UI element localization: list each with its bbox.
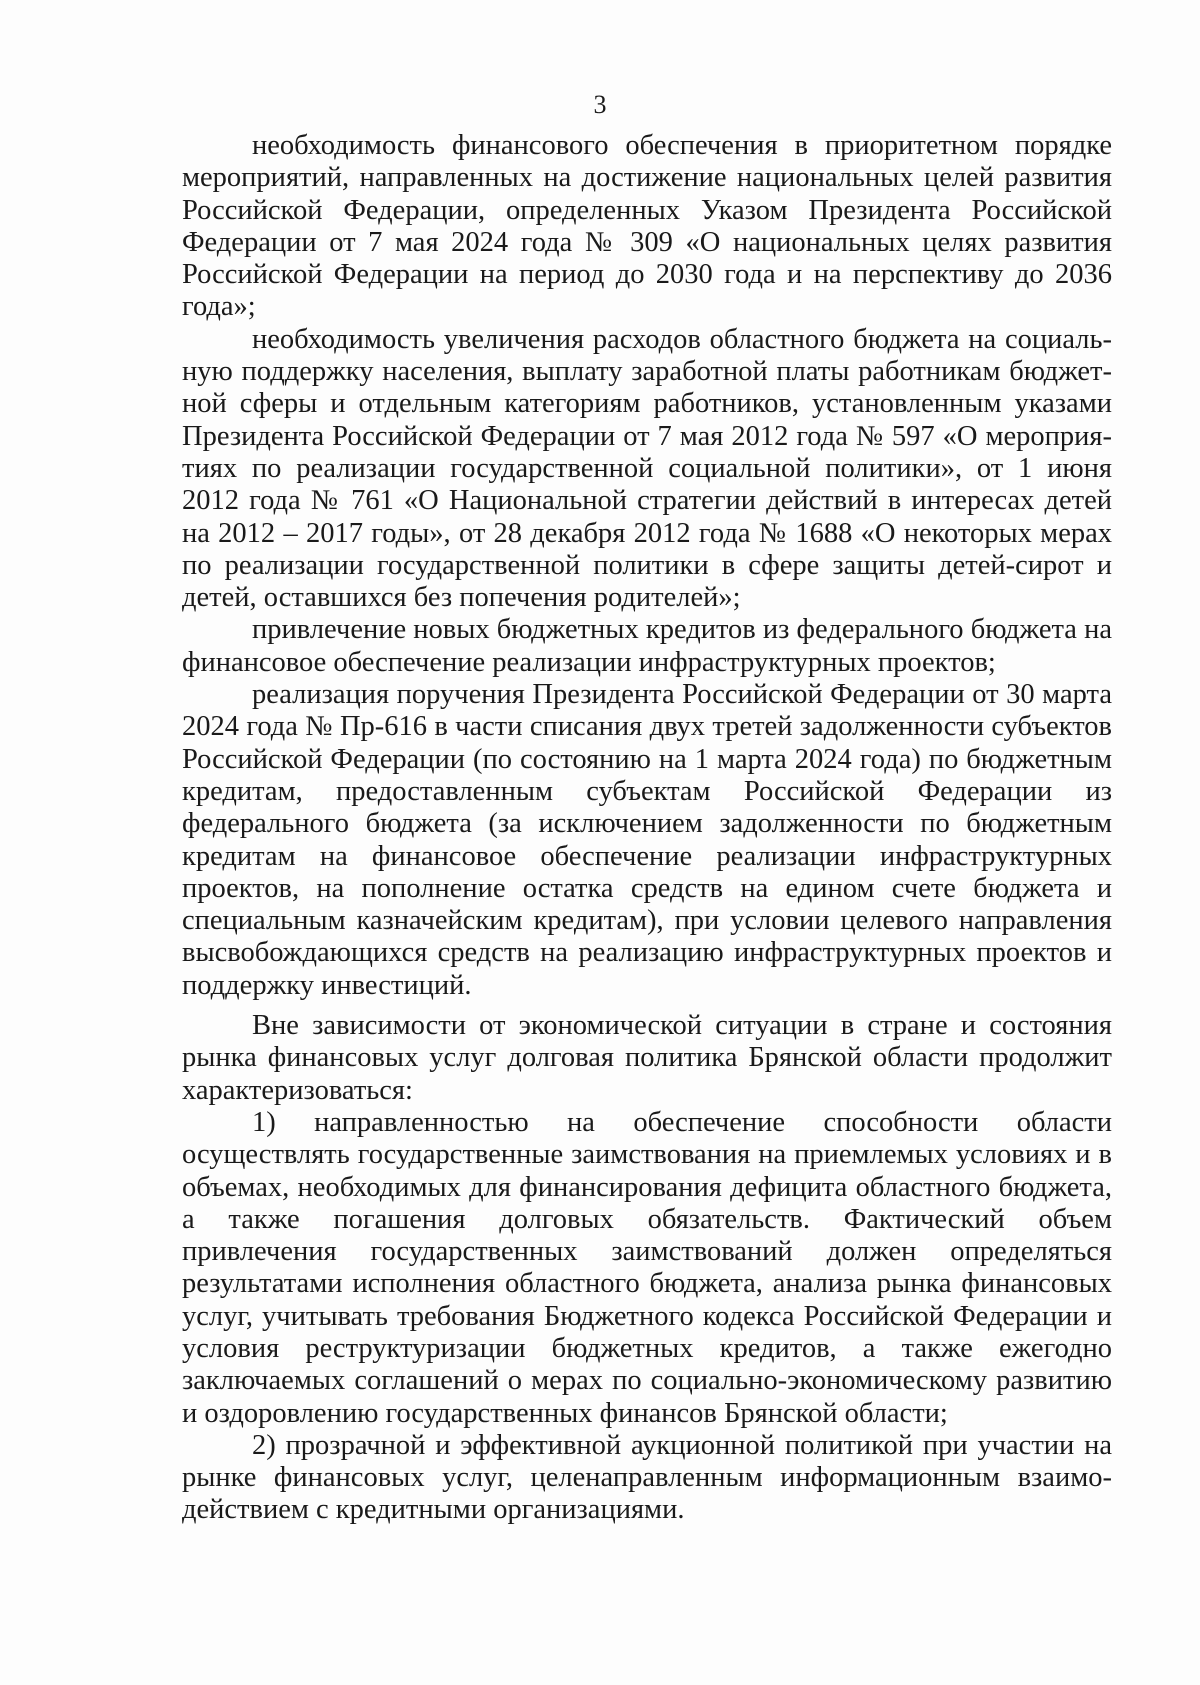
paragraph: необходимость увеличения расходов областного бюджета на социальную поддержку населения, выплату заработной платы работникам бюджетной сферы и отдельным категориям работников, установленным указами Президента Российской Федерации от 7 мая 2012 года № 597 «О мероприятиях по реализации государственной социальной политики», от 1 июня 2012 года № 761 «О Национальной стратегии действий в интересах детей на 2012 – 2017 годы», от 28 декабря 2012 года № 1688 «О некоторых мерах по реализации государственной политики в сфере защиты детей-сирот и детей, оставшихся без попечения родителей»; [182, 323, 1112, 614]
paragraph: 1) направленностью на обеспечение способности области осуществлять государственные заимствования на приемлемых условиях и в объемах, необходимых для финансирования дефицита областного бюджета, а также погашения долговых обязательств. Фактический объем привлечения государственных заимствований должен определяться результатами исполнения областного бюджета, анализа рынка финансовых услуг, учитывать требования Бюджетного кодекса Российской Федерации и условия реструктуризации бюджетных кредитов, а также ежегодно заключаемых соглашений о мерах по социально-экономическому развитию и оздоровлению государственных финансов Брянской области; [182, 1106, 1112, 1429]
paragraph: привлечение новых бюджетных кредитов из федерального бюджета на финансовое обеспечение реализации инфраструктурных проектов; [182, 614, 1112, 678]
paragraph: необходимость финансового обеспечения в приоритетном порядке мероприятий, направленных на достижение национальных целей развития Российской Федерации, определенных Указом Президента Российской Федерации от 7 мая 2024 года № 309 «О национальных целях развития Российской Федерации на период до 2030 года и на перспективу до 2036 года»; [182, 130, 1112, 323]
paragraph: реализация поручения Президента Российской Федерации от 30 марта 2024 года № Пр-616 в части списания двух третей задолженности субъектов Российской Федерации (по состоянию на 1 марта 2024 года) по бюджетным кредитам, предоставленным субъектам Российской Федерации из федерального бюджета (за исключением задолженности по бюджетным кредитам на финансовое обеспечение реализации инфраструктурных проектов, на пополнение остатка средств на едином счете бюджета и специальным казначейским кредитам), при условии целевого направления высвобождающихся средств на реализацию инфраструктурных проектов и поддержку инвестиций. [182, 679, 1112, 1001]
paragraph: 2) прозрачной и эффективной аукционной политикой при участии на рынке финансовых услуг, целенаправленным информационным взаимодействием с кредитными организациями. [182, 1429, 1112, 1526]
page-number: 3 [593, 90, 607, 119]
paragraph: Вне зависимости от экономической ситуации в стране и состояния рынка финансовых услуг долговая политика Брянской области продолжит характеризоваться: [182, 1010, 1112, 1106]
document-body [182, 130, 1112, 1527]
